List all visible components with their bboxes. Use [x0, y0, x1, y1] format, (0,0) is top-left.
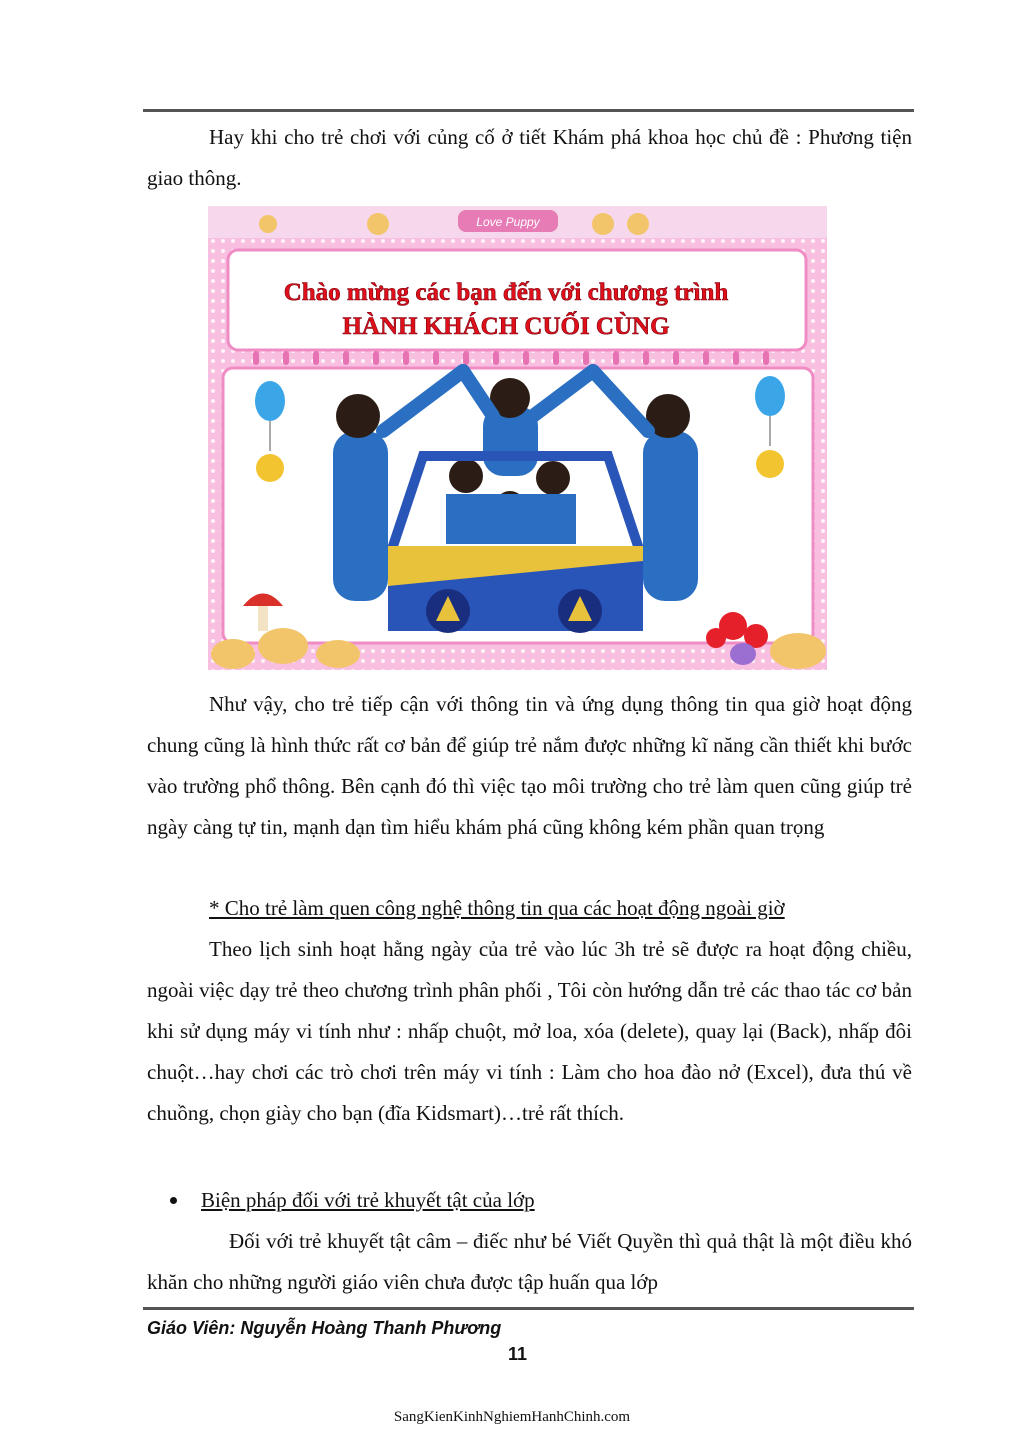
footer-rule: [143, 1307, 914, 1310]
section-heading-text: * Cho trẻ làm quen công nghệ thông tin qua các hoạt động ngoài giờ: [209, 896, 785, 920]
title-line-1: Chào mừng các bạn đến với chương trình: [283, 279, 729, 306]
footer-teacher-name: Giáo Viên: Nguyễn Hoàng Thanh Phương: [147, 1318, 502, 1338]
paragraph-schedule: Theo lịch sinh hoạt hằng ngày của trẻ vào lúc 3h trẻ sẽ được ra hoạt động chiều, ngoài việc dạy trẻ theo chương trình phân phối , Tôi còn hướng dẫn trẻ các thao tác cơ bản khi sử dụng máy vi tính như : nhấp chuột, mở loa, xóa (delete), quay lại (Back), nhấp đôi chuột…hay chơi các trò chơi trên máy vi tính : Làm cho hoa đào nở (Excel), đưa thú về chuồng, chọn giày cho bạn (đĩa Kidsmart)…trẻ rất thích.: [147, 937, 912, 1125]
title-line-2: HÀNH KHÁCH CUỐI CÙNG: [342, 313, 670, 340]
section-heading-it-activities: [147, 888, 912, 929]
easter-egg-icon: [730, 643, 756, 665]
bullet-item-disabled-children: [170, 1180, 535, 1221]
page-number: 11: [508, 1344, 528, 1364]
banner-text: Love Puppy: [476, 215, 540, 229]
paragraph-intro: Hay khi cho trẻ chơi với củng cố ở tiết Khám phá khoa học chủ đề : Phương tiện giao thông.: [147, 125, 912, 190]
header-rule: [143, 109, 914, 112]
bullet-icon: [170, 1197, 177, 1204]
paragraph-disabled: Đối với trẻ khuyết tật câm – điếc như bé Viết Quyền thì quả thật là một điều khó khăn cho những người giáo viên chưa được tập huấn qua lớp: [147, 1229, 912, 1294]
footer-website: SangKienKinhNghiemHanhChinh.com: [393, 1409, 631, 1425]
bullet-text: Biện pháp đối với trẻ khuyết tật của lớp: [201, 1188, 535, 1212]
illustration-hanh-khach-cuoi-cung: [208, 206, 827, 670]
paragraph-summary: Như vậy, cho trẻ tiếp cận với thông tin và ứng dụng thông tin qua giờ hoạt động chung cũng là hình thức rất cơ bản để giúp trẻ nắm được những kĩ năng cần thiết khi bước vào trường phổ thông. Bên cạnh đó thì việc tạo môi trường cho trẻ làm quen cũng giúp trẻ ngày càng tự tin, mạnh dạn tìm hiểu khám phá cũng không kém phần quan trọng: [147, 692, 912, 839]
